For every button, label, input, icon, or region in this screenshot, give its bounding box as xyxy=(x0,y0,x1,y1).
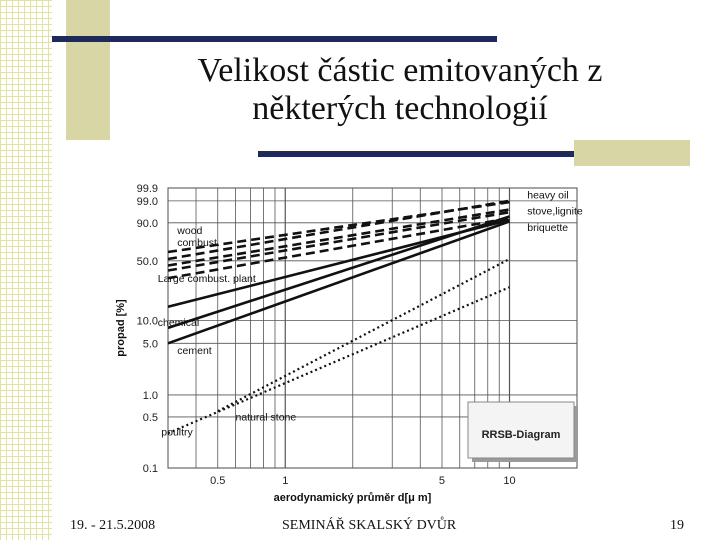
y-tick-label: 0.5 xyxy=(142,411,158,424)
y-tick-label: 0.1 xyxy=(142,463,158,475)
curve-label: stove,lignite xyxy=(527,205,583,218)
curve-label: wood xyxy=(177,225,203,238)
y-tick-label: 50.0 xyxy=(136,255,158,268)
curve-label: briquette xyxy=(527,222,569,235)
curve-label: combust. xyxy=(177,236,220,249)
x-tick-label: 5 xyxy=(438,475,446,487)
y-tick-label: 99.9 xyxy=(136,183,158,195)
y-tick-label: 10.0 xyxy=(136,315,158,328)
curve-label: cement xyxy=(177,344,212,357)
y-tick-label: 5.0 xyxy=(142,338,158,351)
curve-label: natural stone xyxy=(235,411,297,424)
title-line-1: Velikost částic emitovaných z xyxy=(197,52,603,89)
tan-block-left xyxy=(66,0,110,140)
footer-date: 19. - 21.5.2008 xyxy=(70,518,156,533)
rrsb-chart xyxy=(110,178,610,508)
footer-title: SEMINÁŘ SKALSKÝ DVŮR xyxy=(282,518,457,533)
curve-label: chemical xyxy=(157,316,200,329)
x-tick-label: 1 xyxy=(282,475,289,487)
x-tick-label: 10 xyxy=(503,475,516,487)
left-pattern xyxy=(0,0,52,540)
y-tick-label: 1.0 xyxy=(142,389,158,402)
tan-block-right xyxy=(574,140,690,166)
inset-label: RRSB-Diagram xyxy=(481,429,561,441)
y-tick-label: 99.0 xyxy=(136,195,158,208)
y-axis-label: propad [%] xyxy=(115,299,127,357)
y-tick-label: 90.0 xyxy=(136,217,158,230)
x-axis-label: aerodynamický průměr d[μ m] xyxy=(273,492,432,504)
curve-label: poultry xyxy=(161,426,193,439)
slide-title xyxy=(150,52,650,128)
curve-label: Large combust. plant xyxy=(157,272,256,285)
title-line-2: některých technologií xyxy=(252,90,548,127)
accent-bar-top xyxy=(52,36,497,42)
footer-page-number: 19 xyxy=(670,518,684,533)
x-tick-label: 0.5 xyxy=(210,475,226,487)
curve-label: heavy oil xyxy=(527,189,569,202)
